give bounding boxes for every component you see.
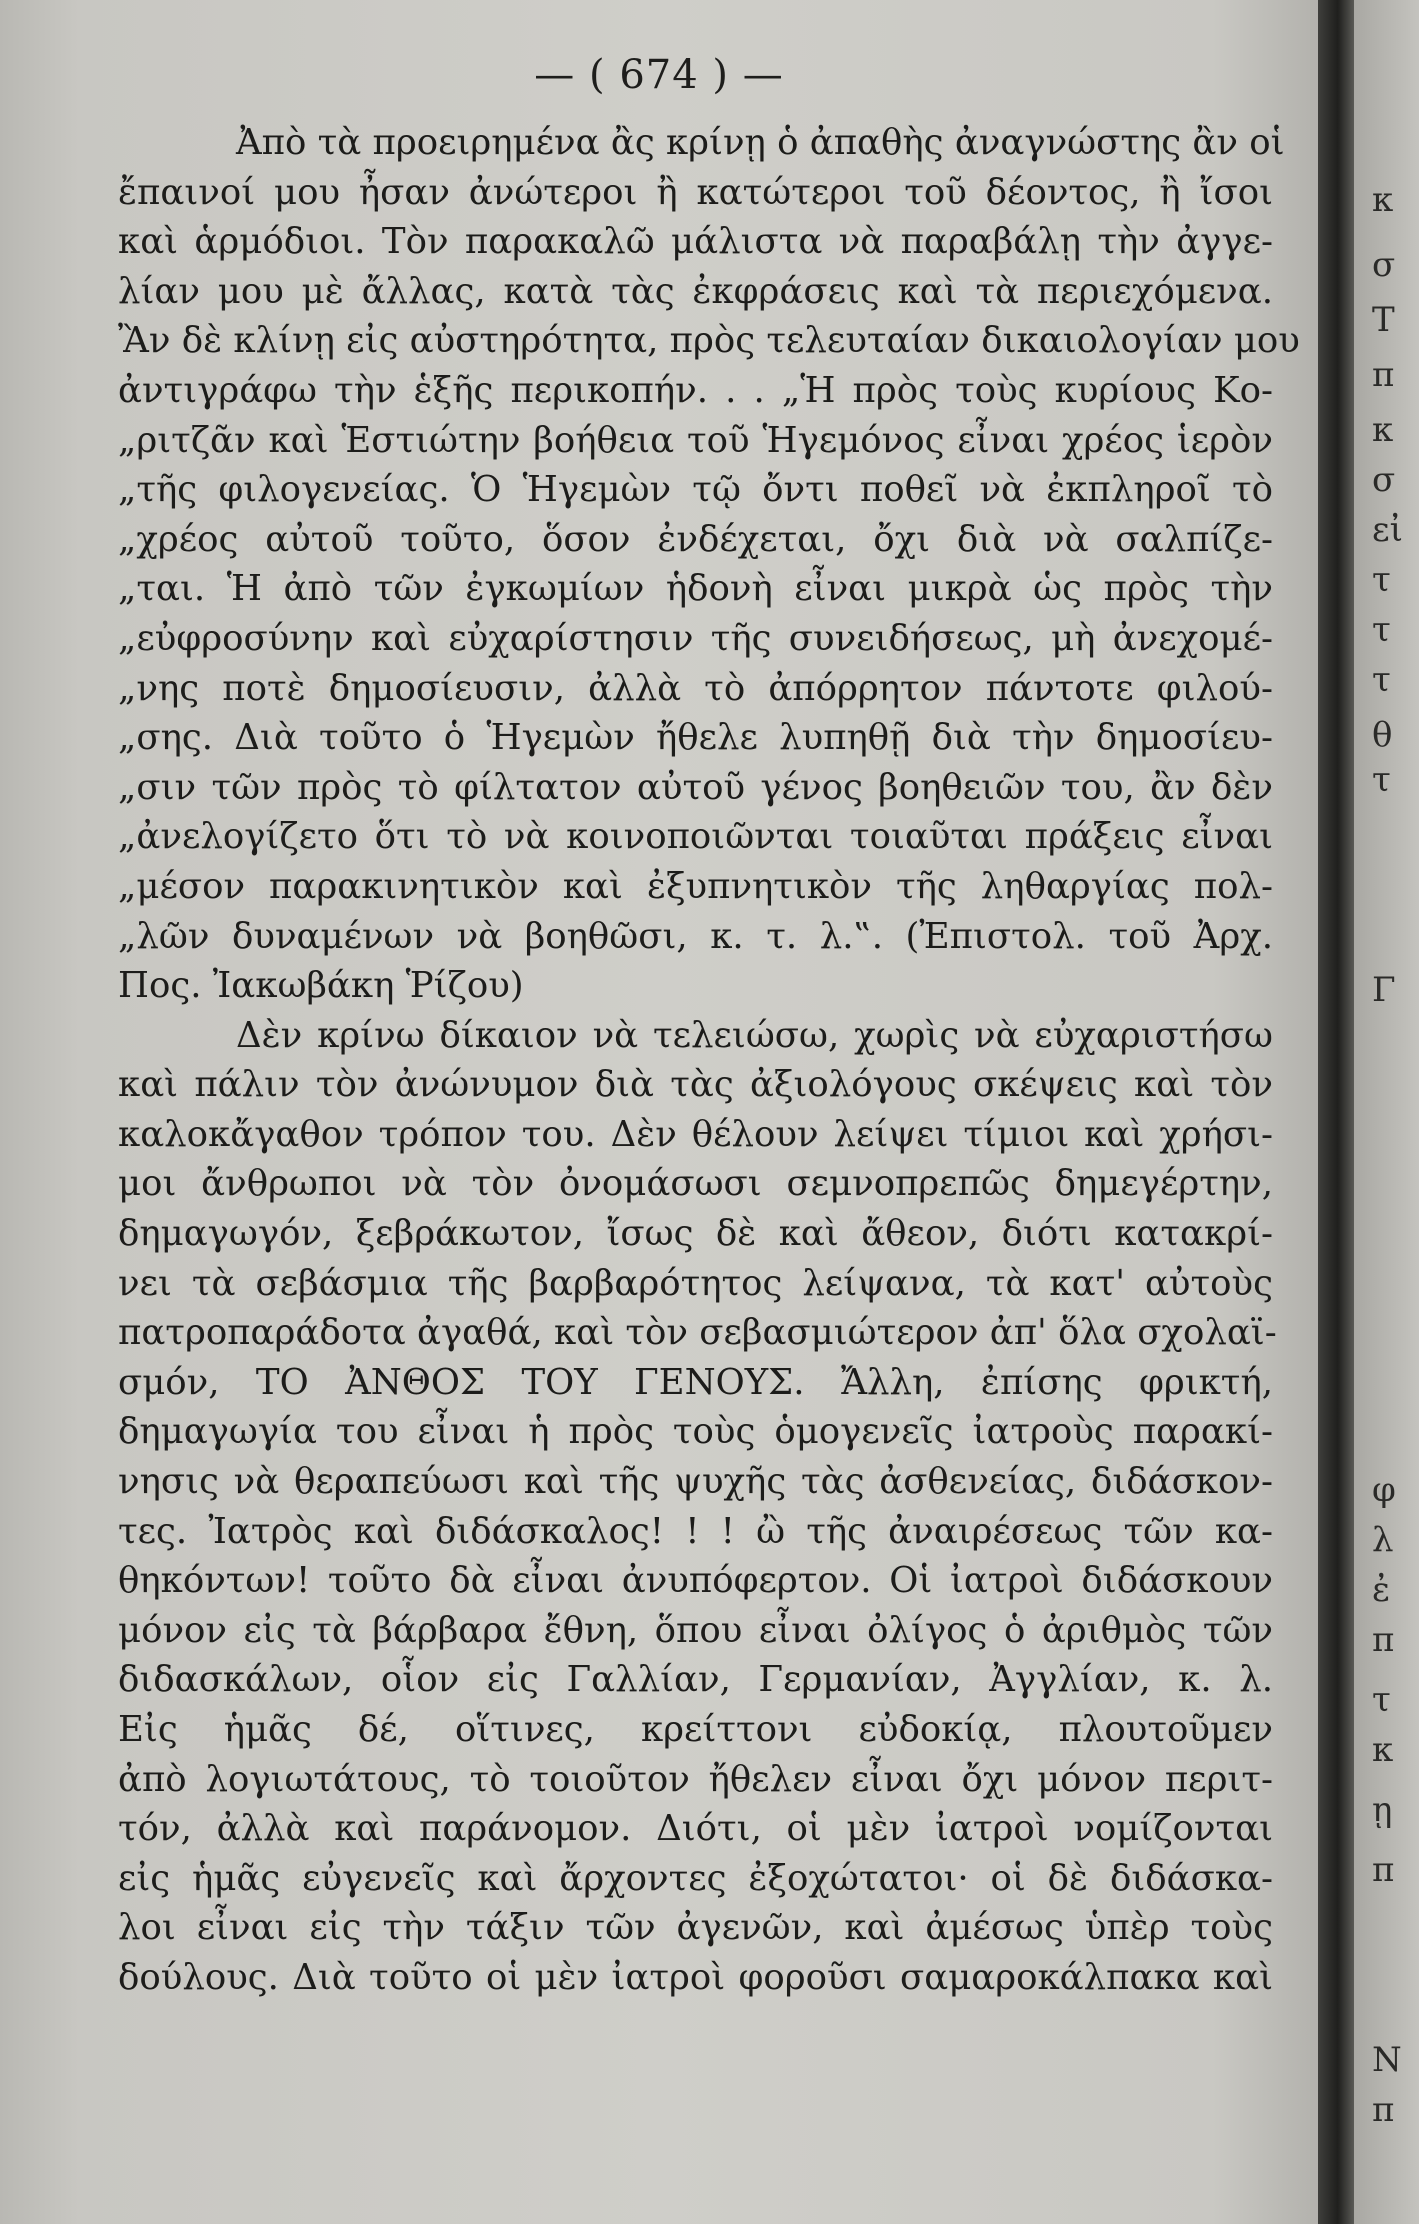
text-line: „νης ποτὲ δημοσίευσιν, ἀλλὰ τὸ ἀπόρρητον πάντοτε φιλού- <box>118 667 1273 709</box>
facing-page-letter: π <box>1372 355 1395 395</box>
facing-page-letter: θ <box>1372 715 1393 755</box>
text-line: νει τὰ σεβάσμια τῆς βαρβαρότητος λείψανα, τὰ κατ' αὐτοὺς <box>118 1262 1273 1304</box>
text-line: εἰς ἡμᾶς εὐγενεῖς καὶ ἄρχοντες ἐξοχώτατοι· οἱ δὲ διδάσκα- <box>118 1857 1273 1899</box>
facing-page-letter: Τ <box>1372 300 1395 340</box>
book-gutter <box>1318 0 1354 2224</box>
text-line: Εἰς ἡμᾶς δέ, οἵτινες, κρείττονι εὐδοκίᾳ, πλουτοῦμεν <box>118 1709 1273 1750</box>
facing-page-letter: ἐ <box>1372 1570 1391 1610</box>
text-line: ἀντιγράφω τὴν ἑξῆς περικοπήν. . . „Ἡ πρὸς τοὺς κυρίους Κο- <box>118 369 1273 411</box>
facing-page-letter: σ <box>1372 245 1396 285</box>
facing-page-letter: τ <box>1372 1680 1391 1720</box>
text-line: „εὐφροσύνην καὶ εὐχαρίστησιν τῆς συνειδήσεως, μὴ ἀνεχομέ- <box>118 617 1273 659</box>
text-line: πατροπαράδοτα ἀγαθά, καὶ τὸν σεβασμιώτερον ἀπ' ὅλα σχολαϊ- <box>118 1312 1277 1354</box>
facing-page-letter: ῃ <box>1372 1790 1393 1830</box>
facing-page-letter: Γ <box>1372 970 1396 1010</box>
text-line: „ται. Ἡ ἀπὸ τῶν ἐγκωμίων ἡδονὴ εἶναι μικρὰ ὡς πρὸς τὴν <box>118 568 1273 610</box>
text-line: „σιν τῶν πρὸς τὸ φίλτατον αὐτοῦ γένος βοηθειῶν του, ἂν δὲν <box>118 766 1273 808</box>
facing-page-letter: π <box>1372 1620 1395 1660</box>
facing-page-letter: τ <box>1372 610 1391 650</box>
facing-page-letter: κ <box>1372 180 1394 220</box>
text-line: „λῶν δυναμένων νὰ βοηθῶσι, κ. τ. λ.‟. (Ἐπιστολ. τοῦ Ἀρχ. <box>118 915 1273 957</box>
page-number: — ( 674 ) — <box>534 52 784 98</box>
text-line: ἔπαινοί μου ἦσαν ἀνώτεροι ἢ κατώτεροι τοῦ δέοντος, ἢ ἴσοι <box>118 171 1273 213</box>
facing-page-letter: π <box>1372 2090 1395 2130</box>
text-line: „χρέος αὐτοῦ τοῦτο, ὅσον ἐνδέχεται, ὄχι διὰ νὰ σαλπίζε- <box>118 518 1273 560</box>
text-line: δημαγωγόν, ξεβράκωτον, ἴσως δὲ καὶ ἄθεον, διότι κατακρί- <box>118 1213 1273 1255</box>
text-line: καὶ πάλιν τὸν ἀνώνυμον διὰ τὰς ἀξιολόγους σκέψεις καὶ τὸν <box>118 1064 1273 1106</box>
text-line: „σης. Διὰ τοῦτο ὁ Ἡγεμὼν ἤθελε λυπηθῇ διὰ τὴν δημοσίευ- <box>118 717 1273 759</box>
text-line: τες. Ἰατρὸς καὶ διδάσκαλος! ! ! ὢ τῆς ἀναιρέσεως τῶν κα- <box>118 1510 1273 1552</box>
facing-page-letter: Ν <box>1372 2040 1402 2080</box>
facing-page-edge <box>1354 0 1419 2224</box>
text-line: τόν, ἀλλὰ καὶ παράνομον. Διότι, οἱ μὲν ἰατροὶ νομίζονται <box>118 1808 1273 1850</box>
text-line: Ἀπὸ τὰ προειρημένα ἂς κρίνῃ ὁ ἀπαθὴς ἀναγνώστης ἂν οἱ <box>236 122 1285 163</box>
text-line: διδασκάλων, οἷον εἰς Γαλλίαν, Γερμανίαν, Ἀγγλίαν, κ. λ. <box>118 1659 1273 1701</box>
text-line: λίαν μου μὲ ἄλλας, κατὰ τὰς ἐκφράσεις καὶ τὰ περιεχόμενα. <box>118 270 1273 312</box>
text-line: Δὲν κρίνω δίκαιον νὰ τελειώσω, χωρὶς νὰ εὐχαριστήσω <box>236 1014 1273 1056</box>
text-line: „τῆς φιλογενείας. Ὁ Ἡγεμὼν τῷ ὄντι ποθεῖ νὰ ἐκπληροῖ τὸ <box>118 469 1273 511</box>
facing-page-letter: φ <box>1372 1470 1396 1510</box>
text-line: καλοκἄγαθον τρόπον του. Δὲν θέλουν λείψει τίμιοι καὶ χρήσι- <box>118 1113 1273 1155</box>
text-line: δημαγωγία του εἶναι ἡ πρὸς τοὺς ὁμογενεῖς ἰατροὺς παρακί- <box>118 1411 1273 1453</box>
text-line: θηκόντων! τοῦτο δὰ εἶναι ἀνυπόφερτον. Οἱ ἰατροὶ διδάσκουν <box>118 1560 1273 1602</box>
text-line: ἀπὸ λογιωτάτους, τὸ τοιοῦτον ἤθελεν εἶναι ὄχι μόνον περιτ- <box>118 1758 1273 1800</box>
text-line: δούλους. Διὰ τοῦτο οἱ μὲν ἰατροὶ φοροῦσι σαμαροκάλπακα καὶ <box>118 1956 1273 1998</box>
text-line: „ἀνελογίζετο ὅτι τὸ νὰ κοινοποιῶνται τοιαῦται πράξεις εἶναι <box>118 816 1273 858</box>
facing-page-letter: π <box>1372 1850 1395 1890</box>
facing-page-letter: τ <box>1372 560 1391 600</box>
text-line: Ἂν δὲ κλίνῃ εἰς αὐστηρότητα, πρὸς τελευταίαν δικαιολογίαν μου <box>118 320 1300 362</box>
text-line: καὶ ἁρμόδιοι. Τὸν παρακαλῶ μάλιστα νὰ παραβάλῃ τὴν ἀγγε- <box>118 221 1273 263</box>
facing-page-letter: σ <box>1372 460 1396 500</box>
text-line: σμόν, ΤΟ ἈΝΘΟΣ ΤΟΥ ΓΕΝΟΥΣ. Ἄλλη, ἐπίσης φρικτή, <box>118 1361 1273 1403</box>
facing-page-letter: εἰ <box>1372 510 1403 550</box>
text-line: Πος. Ἰακωβάκη Ῥίζου) <box>118 965 524 1007</box>
facing-page-letter: κ <box>1372 410 1394 450</box>
text-line: νησις νὰ θεραπεύωσι καὶ τῆς ψυχῆς τὰς ἀσθενείας, διδάσκον- <box>118 1461 1273 1503</box>
text-line: μόνον εἰς τὰ βάρβαρα ἔθνη, ὅπου εἶναι ὀλίγος ὁ ἀριθμὸς τῶν <box>118 1609 1273 1651</box>
facing-page-letter: τ <box>1372 760 1391 800</box>
text-line: λοι εἶναι εἰς τὴν τάξιν τῶν ἀγενῶν, καὶ ἀμέσως ὑπὲρ τοὺς <box>118 1907 1273 1949</box>
facing-page-letter: κ <box>1372 1730 1394 1770</box>
facing-page-letter: λ <box>1372 1520 1394 1560</box>
text-line: „ριτζᾶν καὶ Ἑστιώτην βοήθεια τοῦ Ἡγεμόνος εἶναι χρέος ἱερὸν <box>118 419 1273 461</box>
page-text <box>118 118 1300 2003</box>
facing-page-letter: τ <box>1372 660 1391 700</box>
text-line: μοι ἄνθρωποι νὰ τὸν ὀνομάσωσι σεμνοπρεπῶς δημεγέρτην, <box>118 1163 1273 1205</box>
text-line: „μέσον παρακινητικὸν καὶ ἐξυπνητικὸν τῆς ληθαργίας πολ- <box>118 865 1273 907</box>
